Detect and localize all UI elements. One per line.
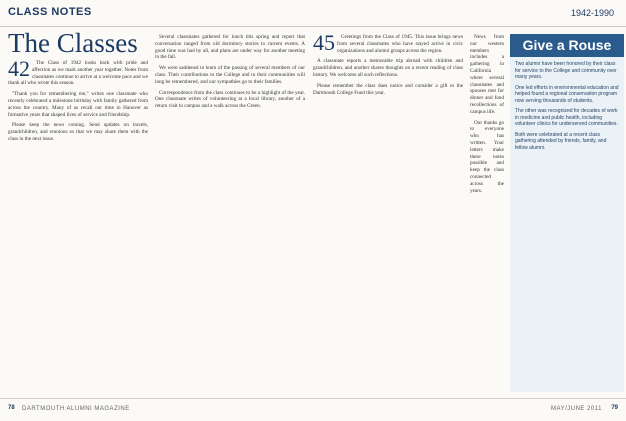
page-footer: [0, 398, 626, 421]
paragraph: Our thanks go to everyone who has written. Your letters make these notes possible and keep the class connected across the years.: [470, 119, 504, 194]
paragraph: We were saddened to learn of the passing of several members of our class. Their contributions to the College and to their communities will long be remembered, and our sympathies go to their families.: [155, 65, 305, 85]
paragraph: Please keep the news coming. Send updates on travels, grandchildren, and reunions so that we may share them with the class in the next issue.: [8, 122, 148, 142]
page-number-right: 79: [611, 405, 618, 411]
paragraph: "Thank you for remembering me," writes one classmate who recently celebrated a milestone birthday with family gathered from across the country. Many of us recall our time in Hanover as formative years that shaped lives of service and friendship.: [8, 91, 148, 118]
sidebar-body: [510, 57, 624, 159]
issue-date: MAY/JUNE 2011: [551, 406, 602, 412]
paragraph: Several classmates gathered for lunch this spring and report that conversation ranged from old dormitory stories to current events. A good time was had by all, and plans are under way for another meeting in the fall.: [155, 34, 305, 61]
sidebar-box: [510, 34, 624, 392]
column-1: [8, 60, 148, 400]
page-number-left: 78: [8, 405, 15, 411]
paragraph: Correspondence from the class continues to be a highlight of the year. One classmate writes of volunteering at a local library, another of a return visit to campus and a walk across the Green.: [155, 89, 305, 110]
paragraph: Please remember the class dues notice and consider a gift to the Dartmouth College Fund this year.: [313, 82, 463, 96]
class-year-dropcap: 45: [313, 34, 335, 55]
paragraph: News from our western members includes a gathering in California where several classmates and spouses met for dinner and fond recollections of campus life.: [470, 34, 504, 115]
magazine-name: DARTMOUTH ALUMNI MAGAZINE: [22, 406, 130, 412]
column-2: [155, 34, 305, 374]
era-label: 1942-1990: [570, 8, 614, 18]
paragraph: Greetings from the Class of 1945. This issue brings news from several classmates who have stayed active in civic organizations and alumni groups across the region.: [337, 34, 463, 54]
column-4: [470, 34, 504, 374]
column-3: [313, 34, 463, 374]
class-year-dropcap: 42: [8, 60, 30, 81]
paragraph: A classmate reports a memorable trip abroad with children and grandchildren, and another shares thoughts on a recent reading of class history. We welcome all such reflections.: [313, 58, 463, 78]
sidebar-paragraph: Both were celebrated at a recent class gathering attended by friends, family, and fellow alumni.: [515, 131, 607, 151]
header-bar: [0, 0, 626, 27]
sidebar-paragraph: Two alumni have been honored by their class for service to the College and community over many years.: [515, 61, 617, 80]
paragraph: The Class of 1942 looks back with pride and affection as we mark another year together. Notes from classmates continue to arrive at a welcome pace and we thank all who wrote this season.: [8, 60, 148, 87]
sidebar-paragraph: The other was recognized for decades of work in medicine and public health, including volunteer clinics for underserved communities.: [515, 108, 618, 127]
sidebar-title: Give a Rouse: [510, 34, 624, 57]
page-title: The Classes: [8, 28, 138, 58]
sidebar-paragraph: One led efforts in environmental education and helped found a regional conservation program now serving thousands of students.: [515, 84, 619, 104]
section-label: CLASS NOTES: [8, 6, 92, 18]
